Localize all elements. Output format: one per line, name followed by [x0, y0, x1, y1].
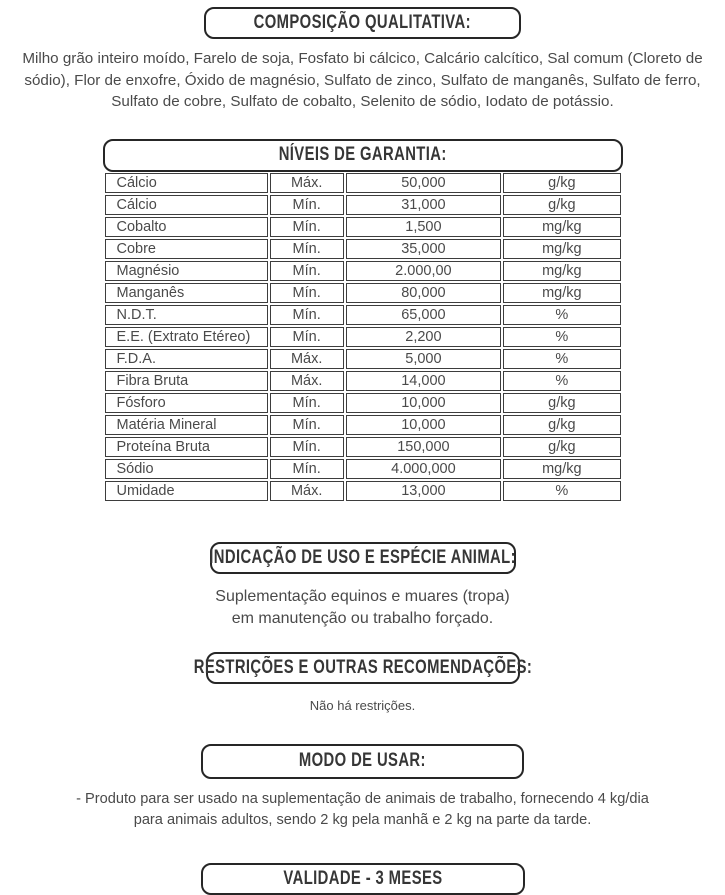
- min-max-cell: Máx.: [270, 371, 344, 391]
- unit-cell: g/kg: [503, 393, 620, 413]
- modo-de-usar-header-box: [201, 744, 524, 779]
- min-max-cell: Mín.: [270, 437, 344, 457]
- unit-cell: %: [503, 327, 620, 347]
- value-cell: 10,000: [346, 393, 502, 413]
- min-max-cell: Máx.: [270, 173, 344, 193]
- modo-de-usar-title: MODO DE USAR:: [299, 750, 426, 771]
- value-cell: 65,000: [346, 305, 502, 325]
- nutrient-name-cell: E.E. (Extrato Etéreo): [105, 327, 268, 347]
- unit-cell: g/kg: [503, 195, 620, 215]
- min-max-cell: Mín.: [270, 261, 344, 281]
- value-cell: 14,000: [346, 371, 502, 391]
- min-max-cell: Mín.: [270, 415, 344, 435]
- garantia-table-row: [105, 261, 621, 281]
- min-max-cell: Mín.: [270, 305, 344, 325]
- unit-cell: g/kg: [503, 437, 620, 457]
- nutrient-name-cell: F.D.A.: [105, 349, 268, 369]
- nutrient-name-cell: Sódio: [105, 459, 268, 479]
- composicao-paragraph: Milho grão inteiro moído, Farelo de soja, Fosfato bi cálcico, Calcário calcítico, Sal comum (Cloreto de sódio), Flor de enxofre, Óxido de magnésio, Sulfato de zinco, Sulfato de manganês, Sulfato de ferro, Sulfato de cobre, Sulfato de cobalto, Selenito de sódio, Iodato de potássio.: [22, 50, 703, 110]
- unit-cell: %: [503, 305, 620, 325]
- garantia-table-row: [105, 283, 621, 303]
- composicao-title: COMPOSIÇÃO QUALITATIVA:: [253, 12, 472, 33]
- composicao-header-box: [204, 7, 521, 39]
- garantia-table-row: [105, 371, 621, 391]
- min-max-cell: Mín.: [270, 195, 344, 215]
- nutrient-name-cell: Fósforo: [105, 393, 268, 413]
- min-max-cell: Máx.: [270, 349, 344, 369]
- garantia-table-row: [105, 217, 621, 237]
- nutrient-name-cell: Umidade: [105, 481, 268, 501]
- nutrient-name-cell: Cobre: [105, 239, 268, 259]
- min-max-cell: Mín.: [270, 217, 344, 237]
- garantia-table-row: [105, 305, 621, 325]
- unit-cell: %: [503, 481, 620, 501]
- nutrient-name-cell: Fibra Bruta: [105, 371, 268, 391]
- modo-de-usar-text: [0, 789, 725, 831]
- nutrient-name-cell: Cálcio: [105, 173, 268, 193]
- indicacao-text: [0, 586, 725, 630]
- garantia-table-row: [105, 393, 621, 413]
- nutrient-name-cell: Cálcio: [105, 195, 268, 215]
- modo-de-usar-line-2: para animais adultos, sendo 2 kg pela manhã e 2 kg na parte da tarde.: [133, 811, 592, 828]
- garantia-table-row: [105, 195, 621, 215]
- min-max-cell: Mín.: [270, 459, 344, 479]
- unit-cell: %: [503, 349, 620, 369]
- value-cell: 50,000: [346, 173, 502, 193]
- unit-cell: mg/kg: [503, 283, 620, 303]
- nutrient-name-cell: Manganês: [105, 283, 268, 303]
- garantia-table-row: [105, 481, 621, 501]
- unit-cell: mg/kg: [503, 239, 620, 259]
- garantia-table-row: [105, 415, 621, 435]
- value-cell: 2.000,00: [346, 261, 502, 281]
- min-max-cell: Mín.: [270, 239, 344, 259]
- value-cell: 5,000: [346, 349, 502, 369]
- value-cell: 10,000: [346, 415, 502, 435]
- restricoes-header-box: [193, 652, 532, 684]
- value-cell: 4.000,000: [346, 459, 502, 479]
- nutrient-name-cell: Matéria Mineral: [105, 415, 268, 435]
- min-max-cell: Mín.: [270, 327, 344, 347]
- min-max-cell: Mín.: [270, 393, 344, 413]
- value-cell: 31,000: [346, 195, 502, 215]
- indicacao-header-box: [210, 542, 516, 574]
- nutrient-name-cell: N.D.T.: [105, 305, 268, 325]
- value-cell: 150,000: [346, 437, 502, 457]
- garantia-table-row: [105, 349, 621, 369]
- restricoes-title: RESTRIÇÕES E OUTRAS RECOMENDAÇÕES:: [193, 656, 532, 678]
- unit-cell: %: [503, 371, 620, 391]
- garantia-title: NÍVEIS DE GARANTIA:: [278, 144, 447, 165]
- indicacao-line-1: Suplementação equinos e muares (tropa): [215, 587, 510, 605]
- value-cell: 1,500: [346, 217, 502, 237]
- unit-cell: g/kg: [503, 173, 620, 193]
- min-max-cell: Mín.: [270, 283, 344, 303]
- value-cell: 2,200: [346, 327, 502, 347]
- min-max-cell: Máx.: [270, 481, 344, 501]
- nutrient-name-cell: Magnésio: [105, 261, 268, 281]
- garantia-table-row: [105, 437, 621, 457]
- garantia-table-row: [105, 459, 621, 479]
- restricoes-text: Não há restrições.: [309, 697, 416, 713]
- garantia-table: [103, 171, 623, 503]
- garantia-table-row: [105, 173, 621, 193]
- garantia-section: [103, 139, 623, 503]
- garantia-table-row: [105, 239, 621, 259]
- unit-cell: g/kg: [503, 415, 620, 435]
- modo-de-usar-line-1: - Produto para ser usado na suplementação de animais de trabalho, fornecendo 4 kg/dia: [76, 790, 649, 807]
- indicacao-line-2: em manutenção ou trabalho forçado.: [231, 609, 494, 627]
- nutrient-name-cell: Cobalto: [105, 217, 268, 237]
- value-cell: 80,000: [346, 283, 502, 303]
- indicacao-title: INDICAÇÃO DE USO E ESPÉCIE ANIMAL:: [209, 546, 516, 568]
- value-cell: 13,000: [346, 481, 502, 501]
- nutrient-name-cell: Proteína Bruta: [105, 437, 268, 457]
- unit-cell: mg/kg: [503, 261, 620, 281]
- value-cell: 35,000: [346, 239, 502, 259]
- unit-cell: mg/kg: [503, 217, 620, 237]
- unit-cell: mg/kg: [503, 459, 620, 479]
- garantia-table-row: [105, 327, 621, 347]
- garantia-header-box: [103, 139, 623, 172]
- validade-title: VALIDADE - 3 MESES: [282, 867, 443, 889]
